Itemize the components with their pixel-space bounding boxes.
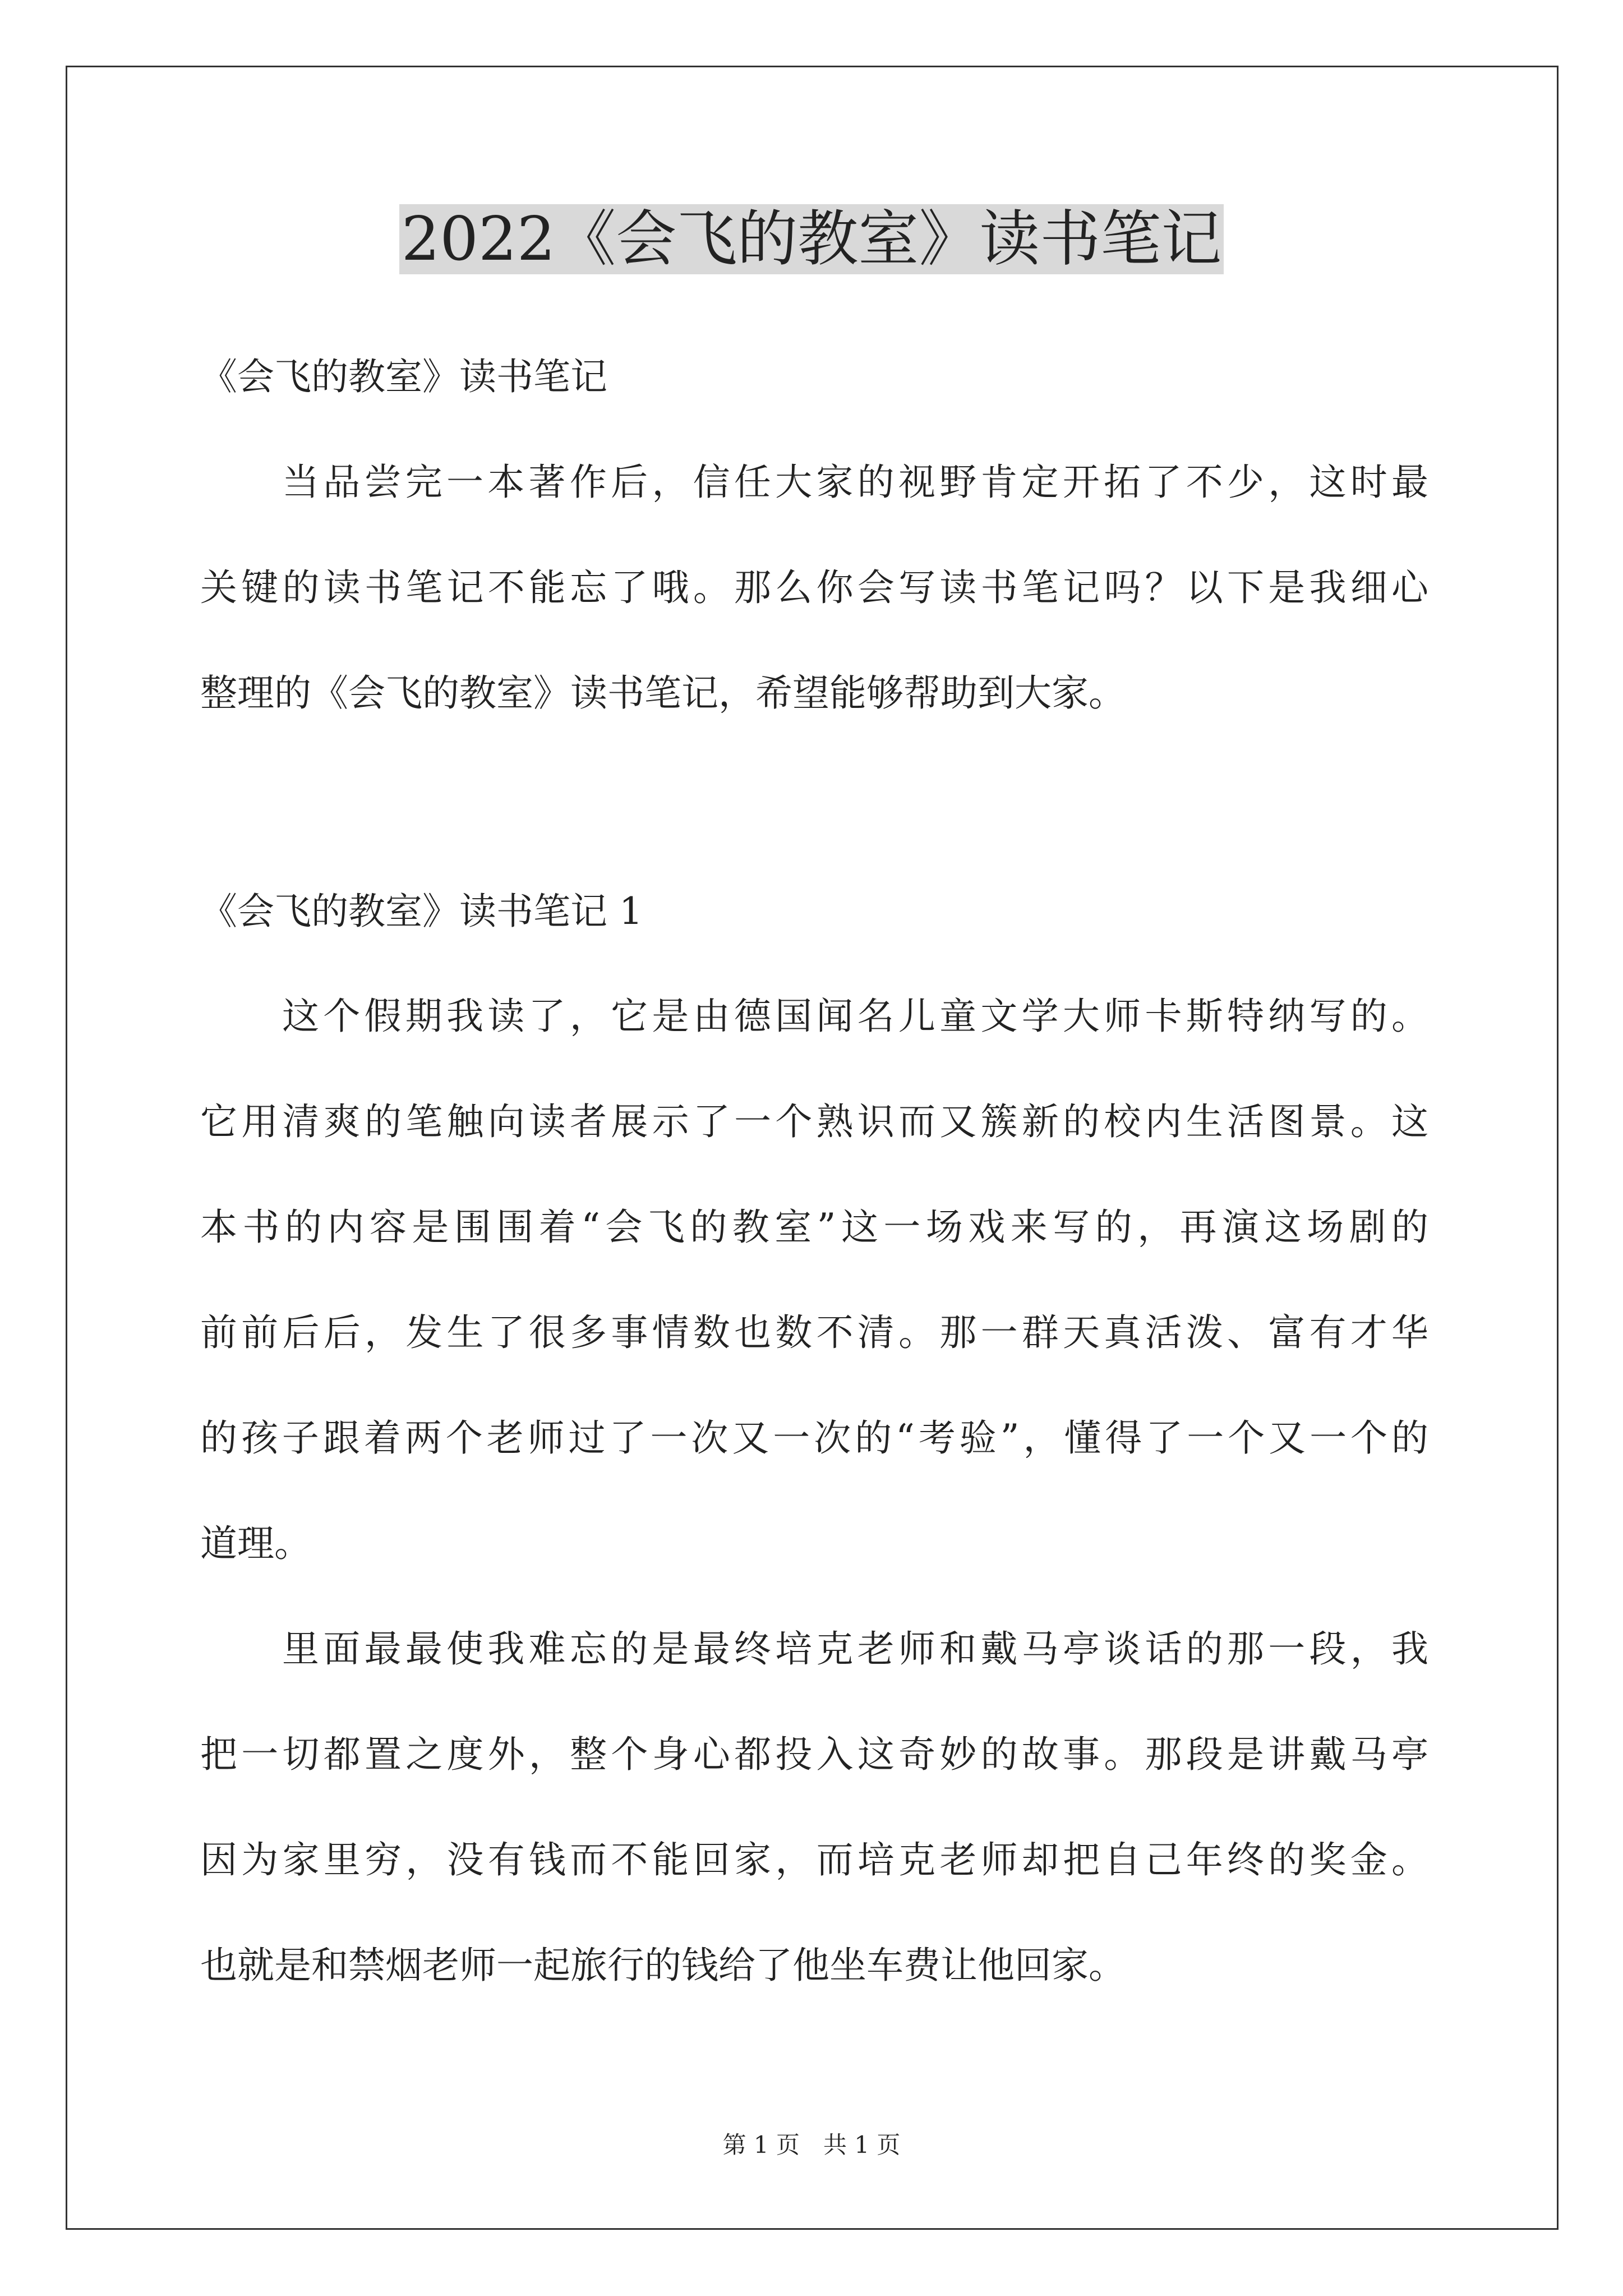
title-text: 2022《会飞的教室》读书笔记 (399, 204, 1224, 274)
p2-line-4: 也就是和禁烟老师一起旅行的钱给了他坐车费让他回家。 (200, 1944, 1126, 1987)
intro-line-2: 关键的读书笔记不能忘了哦。那么你会写读书笔记吗？以下是我细心 (200, 566, 1428, 609)
p1-line-2: 它用清爽的笔触向读者展示了一个熟识而又簇新的校内生活图景。这 (200, 1100, 1428, 1143)
intro-line-3: 整理的《会飞的教室》读书笔记，希望能够帮助到大家。 (200, 671, 1126, 715)
p2-line-3: 因为家里穷，没有钱而不能回家，而培克老师却把自己年终的奖金。 (200, 1838, 1428, 1881)
page-footer: 第 1 页 共 1 页 (722, 2131, 901, 2159)
p1-line-4: 前前后后，发生了很多事情数也数不清。那一群天真活泼、富有才华 (200, 1311, 1428, 1354)
p1-line-6: 道理。 (200, 1522, 311, 1565)
p1-line-5: 的孩子跟着两个老师过了一次又一次的“考验”，懂得了一个又一个的 (200, 1416, 1428, 1460)
document-title (0, 197, 1623, 282)
intro-line-1: 当品尝完一本著作后，信任大家的视野肯定开拓了不少，这时最 (282, 461, 1428, 504)
p2-line-2: 把一切都置之度外，整个身心都投入这奇妙的故事。那段是讲戴马亭 (200, 1733, 1428, 1776)
section-heading: 《会飞的教室》读书笔记 1 (200, 890, 643, 933)
p2-line-1: 里面最最使我难忘的是最终培克老师和戴马亭谈话的那一段，我 (282, 1627, 1428, 1671)
p1-line-3: 本书的内容是围围着“会飞的教室”这一场戏来写的，再演这场剧的 (200, 1205, 1428, 1249)
p1-line-1: 这个假期我读了，它是由德国闻名儿童文学大师卡斯特纳写的。 (282, 995, 1428, 1038)
subtitle: 《会飞的教室》读书笔记 (200, 355, 607, 398)
